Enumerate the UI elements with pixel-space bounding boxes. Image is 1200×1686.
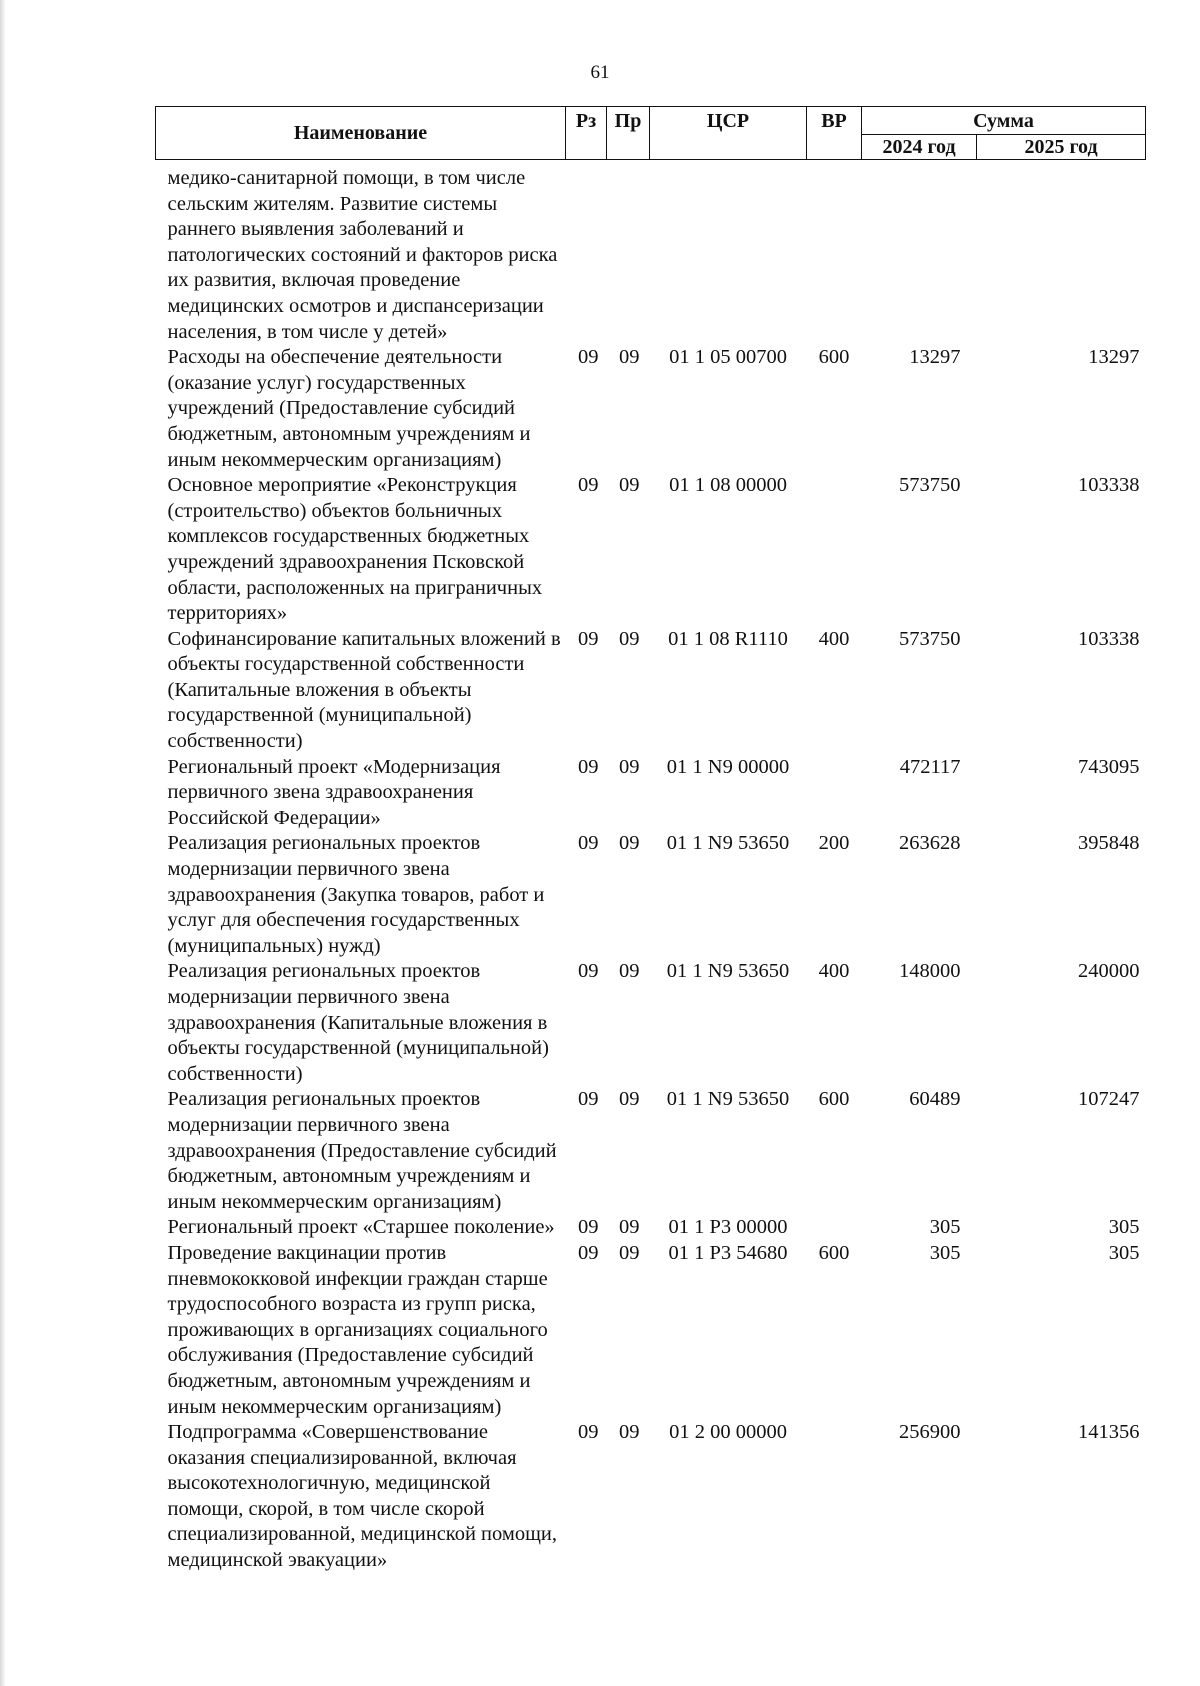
- row-vr: 400: [818, 960, 850, 983]
- row-csr: 01 1 N9 00000: [666, 755, 790, 778]
- row-sum-2024: 256900: [899, 1421, 961, 1444]
- table-row: [156, 160, 1146, 346]
- row-name: Региональный проект «Модернизация первичного звена здравоохранения Российской Федерации»: [167, 755, 501, 829]
- header-vr: ВР: [807, 107, 862, 160]
- row-sum-2024: 263628: [899, 832, 961, 855]
- row-pr: 09: [619, 474, 640, 497]
- row-name: Реализация региональных проектов модернизации первичного звена здравоохранения (Предоставление субсидий бюджетным, автономным учреждениям и иным некоммерческим организациям): [167, 1088, 557, 1213]
- row-name: медико-санитарной помощи, в том числе сельским жителям. Развитие системы раннего выявления заболеваний и патологических состояний и факторов риска их развития, включая проведение медицинских осмотров и диспансеризации населения, в том числе у детей»: [167, 167, 558, 343]
- table-header: [156, 107, 1146, 160]
- row-name: Проведение вакцинации против пневмококковой инфекции граждан старше трудоспособного возраста из групп риска, проживающих в организациях социального обслуживания (Предоставление субсидий бюджетным, автономным учреждениям и иным некоммерческим организациям): [167, 1241, 548, 1418]
- row-name: Основное мероприятие «Реконструкция (строительство) объектов больничных комплексов государственных бюджетных учреждений здравоохранения Псковской области, расположенных на приграничных территориях»: [167, 474, 543, 625]
- row-csr: [650, 160, 807, 346]
- row-rz: [566, 160, 607, 346]
- row-sum-2025: 305: [1108, 1241, 1140, 1264]
- row-sum-2025: 141356: [1078, 1421, 1140, 1444]
- budget-table: [155, 106, 1146, 1574]
- row-sum-2025: 103338: [1078, 627, 1140, 650]
- row-rz: 09: [578, 1088, 599, 1111]
- row-rz: 09: [578, 474, 599, 497]
- table-row: [156, 1215, 1146, 1241]
- table-body: [156, 160, 1146, 1574]
- row-rz: 09: [578, 960, 599, 983]
- table-row: [156, 959, 1146, 1087]
- page-number: 61: [590, 62, 610, 83]
- row-rz: 09: [578, 627, 599, 650]
- row-rz: 09: [578, 755, 599, 778]
- row-sum-2024: [862, 160, 977, 346]
- row-name: Реализация региональных проектов модернизации первичного звена здравоохранения (Закупка товаров, работ и услуг для обеспечения государственных (муниципальных) нужд): [167, 832, 545, 957]
- row-sum-2024: 305: [929, 1241, 961, 1264]
- row-pr: 09: [619, 346, 640, 369]
- row-sum-2024: 60489: [909, 1088, 961, 1111]
- scan-edge: [0, 0, 6, 1686]
- row-name: Софинансирование капитальных вложений в объекты государственной собственности (Капитальные вложения в объекты государственной (муниципальной) собственности): [167, 627, 561, 753]
- row-vr: 600: [818, 1088, 850, 1111]
- row-rz: 09: [578, 1216, 599, 1239]
- row-rz: 09: [578, 1241, 599, 1264]
- row-sum-2024: 472117: [899, 755, 961, 778]
- row-vr: 200: [818, 832, 850, 855]
- header-csr: ЦСР: [650, 107, 807, 160]
- row-sum-2025: [977, 160, 1146, 346]
- table-row: [156, 1241, 1146, 1420]
- row-sum-2025: 240000: [1078, 960, 1140, 983]
- table-row: [156, 473, 1146, 627]
- row-pr: 09: [619, 627, 640, 650]
- table-row: [156, 1420, 1146, 1574]
- row-pr: 09: [619, 755, 640, 778]
- row-sum-2025: 107247: [1078, 1088, 1140, 1111]
- row-sum-2025: 305: [1108, 1216, 1140, 1239]
- row-csr: 01 1 05 00700: [669, 346, 787, 369]
- row-sum-2025: 103338: [1078, 474, 1140, 497]
- table-row: [156, 1087, 1146, 1215]
- row-vr: [807, 755, 862, 832]
- row-sum-2024: 305: [929, 1216, 961, 1239]
- row-sum-2025: 743095: [1078, 755, 1140, 778]
- row-vr: [807, 473, 862, 627]
- row-sum-2025: 13297: [1088, 346, 1140, 369]
- row-rz: 09: [578, 346, 599, 369]
- table-row: [156, 345, 1146, 473]
- header-rz: Рз: [566, 107, 607, 160]
- row-name: Реализация региональных проектов модернизации первичного звена здравоохранения (Капитальные вложения в объекты государственной (муниципальной) собственности): [167, 960, 549, 1085]
- row-pr: 09: [619, 832, 640, 855]
- row-csr: 01 1 P3 54680: [668, 1241, 788, 1264]
- row-vr: [807, 1420, 862, 1574]
- table-row: [156, 627, 1146, 755]
- row-vr: 400: [818, 627, 850, 650]
- header-pr: Пр: [607, 107, 650, 160]
- header-name: Наименование: [156, 107, 566, 160]
- row-pr: 09: [619, 1241, 640, 1264]
- row-sum-2025: 395848: [1078, 832, 1140, 855]
- row-csr: 01 1 N9 53650: [666, 832, 790, 855]
- row-vr: [807, 160, 862, 346]
- row-vr: 600: [818, 346, 850, 369]
- table-row: [156, 831, 1146, 959]
- row-pr: 09: [619, 1216, 640, 1239]
- row-csr: 01 2 00 00000: [669, 1421, 787, 1444]
- row-rz: 09: [578, 832, 599, 855]
- row-sum-2024: 573750: [899, 627, 961, 650]
- row-sum-2024: 13297: [909, 346, 961, 369]
- row-csr: 01 1 N9 53650: [666, 960, 790, 983]
- row-vr: [807, 1215, 862, 1241]
- row-name: Расходы на обеспечение деятельности (оказание услуг) государственных учреждений (Предоставление субсидий бюджетным, автономным учреждениям и иным некоммерческим организациям): [167, 346, 531, 471]
- row-name: Подпрограмма «Совершенствование оказания специализированной, включая высокотехнологичную, медицинской помощи, скорой, в том числе скорой специализированной, медицинской помощи, медицинской эвакуации»: [167, 1421, 557, 1572]
- row-csr: 01 1 08 00000: [669, 474, 787, 497]
- row-rz: 09: [578, 1421, 599, 1444]
- row-pr: 09: [619, 1088, 640, 1111]
- header-year-2024: 2024 год: [862, 135, 977, 160]
- row-vr: 600: [818, 1241, 850, 1264]
- row-pr: 09: [619, 960, 640, 983]
- row-csr: 01 1 08 R1110: [668, 627, 788, 650]
- row-pr: 09: [619, 1421, 640, 1444]
- header-sum: Сумма: [862, 107, 1146, 135]
- row-pr: [607, 160, 650, 346]
- row-name: Региональный проект «Старшее поколение»: [167, 1216, 555, 1239]
- table-row: [156, 755, 1146, 832]
- row-sum-2024: 573750: [899, 474, 961, 497]
- header-year-2025: 2025 год: [977, 135, 1146, 160]
- row-sum-2024: 148000: [899, 960, 961, 983]
- row-csr: 01 1 P3 00000: [668, 1216, 788, 1239]
- row-csr: 01 1 N9 53650: [666, 1088, 790, 1111]
